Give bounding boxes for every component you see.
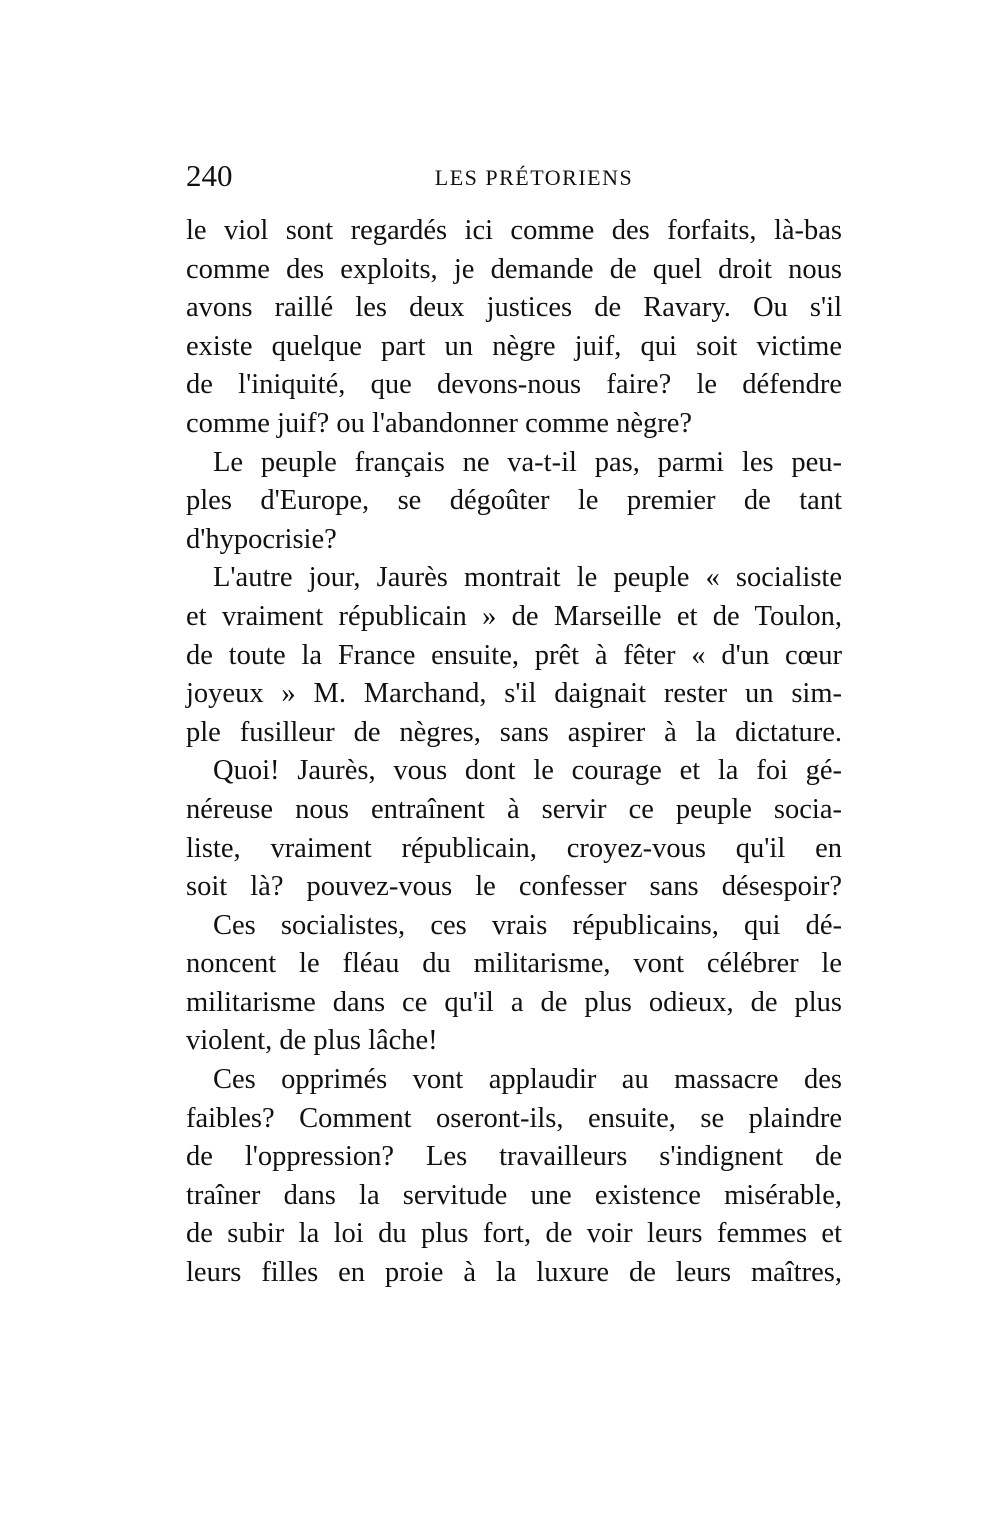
text-line: comme des exploits, je demande de quel droit nous: [186, 253, 842, 285]
text-line: noncent le fléau du militarisme, vont célébrer le: [186, 948, 842, 980]
running-title: LES PRÉTORIENS: [434, 165, 634, 190]
text-line: de subir la loi du plus fort, de voir leurs femmes et: [186, 1218, 842, 1250]
text-line: de toute la France ensuite, prêt à fêter « d'un cœur: [186, 639, 842, 671]
page-number: 240: [186, 158, 233, 193]
text-line: de l'oppression? Les travailleurs s'indignent de: [186, 1141, 842, 1173]
running-head: [186, 156, 842, 196]
body-text: [186, 212, 842, 1293]
text-line: traîner dans la servitude une existence misérable,: [186, 1179, 842, 1211]
text-line: Le peuple français ne va-t-il pas, parmi les peu-: [213, 446, 842, 478]
text-line: existe quelque part un nègre juif, qui soit victime: [186, 330, 842, 362]
text-line: violent, de plus lâche!: [186, 1025, 438, 1057]
text-line: de l'iniquité, que devons-nous faire? le défendre: [186, 369, 842, 401]
text-line: faibles? Comment oseront-ils, ensuite, se plaindre: [186, 1102, 842, 1134]
text-line: néreuse nous entraînent à servir ce peuple socia-: [186, 793, 842, 825]
text-line: d'hypocrisie?: [186, 523, 337, 555]
text-line: Ces opprimés vont applaudir au massacre des: [213, 1064, 842, 1096]
text-line: Ces socialistes, ces vrais républicains, qui dé-: [213, 909, 842, 941]
text-line: avons raillé les deux justices de Ravary. Ou s'il: [186, 292, 842, 324]
text-line: comme juif? ou l'abandonner comme nègre?: [186, 407, 693, 439]
text-line: Quoi! Jaurès, vous dont le courage et la foi gé-: [213, 755, 842, 787]
text-line: le viol sont regardés ici comme des forfaits, là-bas: [186, 215, 842, 246]
text-line: liste, vraiment républicain, croyez-vous qu'il en: [186, 832, 842, 864]
text-line: et vraiment républicain » de Marseille et de Toulon,: [186, 600, 842, 632]
text-line: joyeux » M. Marchand, s'il daignait rester un sim-: [186, 678, 842, 710]
text-line: ples d'Europe, se dégoûter le premier de tant: [186, 485, 842, 517]
text-line: soit là? pouvez-vous le confesser sans désespoir?: [186, 871, 842, 903]
text-line: L'autre jour, Jaurès montrait le peuple « socialiste: [213, 562, 842, 594]
text-line: militarisme dans ce qu'il a de plus odieux, de plus: [186, 986, 842, 1018]
text-line: leurs filles en proie à la luxure de leurs maîtres,: [186, 1257, 842, 1289]
text-line: ple fusilleur de nègres, sans aspirer à la dictature.: [186, 716, 842, 748]
